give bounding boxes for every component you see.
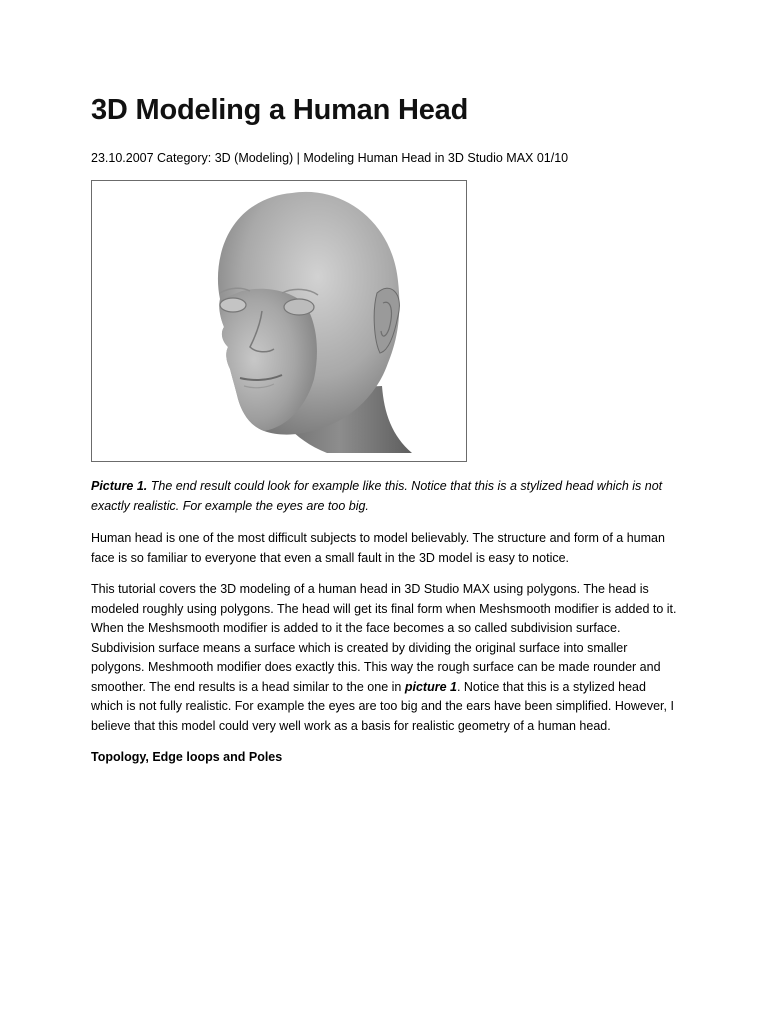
page-title: 3D Modeling a Human Head xyxy=(91,94,469,126)
head-render-image xyxy=(92,181,466,461)
intro-paragraph: Human head is one of the most difficult subjects to model believably. The structure and form of a human face is so familiar to everyone that even a small fault in the 3D model is easy to notice. xyxy=(91,531,665,565)
tutorial-paragraph-text: This tutorial covers the 3D modeling of a human head in 3D Studio MAX using polygons. The head is modeled roughly using polygons. The head will get its final form when Meshsmooth modifier is added to it. When the Meshsmooth modifier is added to it the face becomes a so called subdivision surface. Subdivision surface means a surface which is created by dividing the original surface into smaller polygons. Meshmooth modifier does exactly this. This way the rough surface can be made rounder and smoother. The end results is a head similar to the one in xyxy=(91,582,677,694)
article-meta: 23.10.2007 Category: 3D (Modeling) | Modeling Human Head in 3D Studio MAX 01/10 xyxy=(91,151,569,165)
tutorial-paragraph-text-end: . Notice that this is a stylized head which is not fully realistic. For example the eyes are too big and the ears have been simplified. However, I believe that this model could very well work as a basis for realistic geometry of a human head. xyxy=(91,679,674,733)
head-render-figure xyxy=(91,180,467,462)
caption-text: The end result could look for example like this. Notice that this is a stylized head which is not exactly realistic. For example the eyes are too big. xyxy=(91,479,663,513)
tutorial-paragraph xyxy=(91,580,681,736)
picture-reference: picture 1 xyxy=(404,679,457,694)
caption-label: Picture 1. xyxy=(91,479,148,493)
figure-caption xyxy=(91,477,681,516)
section-heading: Topology, Edge loops and Poles xyxy=(91,750,283,764)
